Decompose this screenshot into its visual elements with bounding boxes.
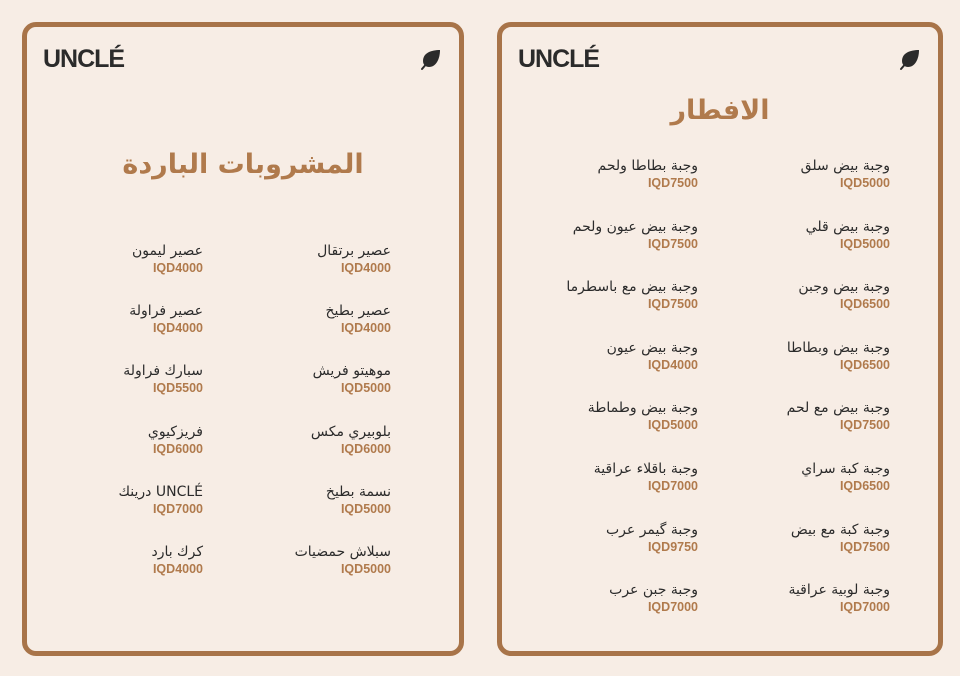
menu-item-name: عصير برتقال xyxy=(317,243,391,259)
menu-item-price-row xyxy=(53,562,203,576)
menu-item-price: 7500 xyxy=(670,297,698,312)
menu-item-price-row xyxy=(53,442,203,456)
menu-item xyxy=(53,424,203,456)
menu-item-name: وجبة بيض عيون ولحم xyxy=(572,218,698,235)
brand-logo: UNCLÉ xyxy=(518,45,600,73)
currency-label: IQD xyxy=(340,321,364,336)
currency-label: IQD xyxy=(647,600,671,615)
menu-item-price-row xyxy=(53,321,203,335)
menu-item-price-row xyxy=(53,502,203,516)
menu-item-price-row xyxy=(241,562,391,576)
menu-item-price-row xyxy=(740,540,890,554)
menu-item xyxy=(53,484,203,516)
menu-item-price-row xyxy=(740,176,890,190)
menu-item-name: وجبة بيض مع باسطرما xyxy=(566,279,698,296)
menu-item-price: 7500 xyxy=(670,176,698,190)
menu-item-price: 7000 xyxy=(175,501,203,516)
menu-item-price: 4000 xyxy=(670,357,698,372)
menu-item-price-row xyxy=(548,297,698,311)
menu-item-name: وجبة كبة مع بيض xyxy=(790,521,890,538)
menu-item-price: 5000 xyxy=(363,501,391,516)
menu-item-price: 6000 xyxy=(363,441,391,456)
menu-item-price-row xyxy=(548,237,698,251)
menu-item-price: 5000 xyxy=(862,236,890,251)
currency-label: IQD xyxy=(839,418,863,433)
currency-label: IQD xyxy=(647,176,671,190)
menu-item xyxy=(740,158,890,190)
currency-label: IQD xyxy=(340,381,364,396)
menu-item-name: وجبة گيمر عرب xyxy=(605,521,698,538)
currency-label: IQD xyxy=(839,539,863,554)
currency-label: IQD xyxy=(839,297,863,312)
menu-item-price: 4000 xyxy=(175,321,203,336)
currency-label: IQD xyxy=(839,176,863,190)
currency-label: IQD xyxy=(340,441,364,456)
currency-label: IQD xyxy=(647,539,671,554)
menu-item-price: 5000 xyxy=(670,418,698,433)
currency-label: IQD xyxy=(839,357,863,372)
menu-item-name: وجبة لوبية عراقية xyxy=(788,582,890,599)
menu-item-name: بلوبيري مكس xyxy=(310,423,391,440)
menu-item-price: 5500 xyxy=(175,381,203,396)
cold-drinks-menu-panel xyxy=(22,22,464,656)
currency-label: IQD xyxy=(152,562,176,576)
menu-item-name: كرك بارد xyxy=(151,544,203,560)
menu-item-price: 9750 xyxy=(670,539,698,554)
menu-item xyxy=(548,340,698,372)
brand-logo: UNCLÉ xyxy=(43,45,125,73)
menu-item xyxy=(241,424,391,456)
currency-label: IQD xyxy=(340,562,364,576)
menu-item-name: وجبة بيض وطماطة xyxy=(587,400,698,417)
menu-item-name: وجبة بيض سلق xyxy=(800,158,890,174)
menu-item-price-row xyxy=(740,237,890,251)
menu-item-name: عصير بطيخ xyxy=(325,303,391,320)
menu-item xyxy=(241,484,391,516)
currency-label: IQD xyxy=(340,501,364,516)
menu-item xyxy=(740,279,890,311)
menu-item-price-row xyxy=(740,600,890,614)
menu-item xyxy=(548,522,698,554)
menu-item-price-row xyxy=(241,442,391,456)
menu-item-name: فريزكيوي xyxy=(147,423,203,440)
currency-label: IQD xyxy=(152,261,176,275)
currency-label: IQD xyxy=(839,236,863,251)
menu-item-name: سبلاش حمضيات xyxy=(294,544,391,560)
menu-item-name: وجبة بيض وجبن xyxy=(798,279,890,296)
menu-item-price: 4000 xyxy=(175,562,203,576)
menu-item xyxy=(53,363,203,395)
menu-item xyxy=(53,243,203,275)
menu-item-price-row xyxy=(740,479,890,493)
menu-item xyxy=(241,363,391,395)
menu-item-price: 7500 xyxy=(862,539,890,554)
menu-item-price-row xyxy=(548,418,698,432)
menu-item-price-row xyxy=(241,261,391,275)
menu-item-price: 4000 xyxy=(363,321,391,336)
menu-item-price-row xyxy=(53,381,203,395)
menu-item-price-row xyxy=(241,502,391,516)
menu-item-name: وجبة كبة سراي xyxy=(801,461,890,477)
menu-item xyxy=(740,582,890,614)
section-title-breakfast: الافطار xyxy=(670,95,770,126)
leaf-icon xyxy=(898,47,922,71)
menu-item-price: 7500 xyxy=(862,418,890,433)
menu-item-name: UNCLÉ درينك xyxy=(118,483,203,500)
currency-label: IQD xyxy=(647,236,671,251)
menu-item-price-row xyxy=(548,358,698,372)
menu-item-name: وجبة جبن عرب xyxy=(609,582,698,599)
menu-item-name: وجبة بيض وبطاطا xyxy=(786,339,890,356)
menu-item xyxy=(740,522,890,554)
leaf-icon xyxy=(419,47,443,71)
menu-item-price-row xyxy=(548,540,698,554)
menu-item-price: 7000 xyxy=(862,600,890,615)
menu-item-price-row xyxy=(740,297,890,311)
menu-item-price: 7000 xyxy=(670,600,698,615)
menu-item xyxy=(548,582,698,614)
currency-label: IQD xyxy=(152,441,176,456)
menu-item-price: 7000 xyxy=(670,479,698,493)
menu-item-name: وجبة بيض عيون xyxy=(606,339,698,356)
currency-label: IQD xyxy=(152,501,176,516)
menu-item-name: وجبة باقلاء عراقية xyxy=(593,461,698,477)
currency-label: IQD xyxy=(152,321,176,336)
menu-item-name: نسمة بطيخ xyxy=(325,483,391,500)
currency-label: IQD xyxy=(647,479,671,493)
menu-item-price: 6000 xyxy=(175,441,203,456)
menu-item-price: 6500 xyxy=(862,297,890,312)
menu-item xyxy=(53,544,203,576)
currency-label: IQD xyxy=(647,418,671,433)
menu-item xyxy=(740,461,890,493)
currency-label: IQD xyxy=(647,297,671,312)
menu-item-price: 6500 xyxy=(862,357,890,372)
menu-item-price-row xyxy=(740,358,890,372)
menu-item-price: 5000 xyxy=(363,381,391,396)
menu-item xyxy=(740,219,890,251)
menu-item-price-row xyxy=(241,321,391,335)
currency-label: IQD xyxy=(340,261,364,275)
menu-item xyxy=(548,400,698,432)
menu-item xyxy=(740,400,890,432)
menu-item xyxy=(548,219,698,251)
menu-item-name: عصير ليمون xyxy=(132,243,203,259)
menu-item-name: عصير فراولة xyxy=(129,303,203,320)
menu-item-price: 5000 xyxy=(862,176,890,190)
currency-label: IQD xyxy=(839,600,863,615)
menu-item-price-row xyxy=(740,418,890,432)
menu-item xyxy=(548,158,698,190)
currency-label: IQD xyxy=(647,357,671,372)
menu-item xyxy=(53,303,203,335)
menu-item-price-row xyxy=(241,381,391,395)
menu-item-price-row xyxy=(548,479,698,493)
menu-item xyxy=(548,461,698,493)
menu-item-name: وجبة بيض مع لحم xyxy=(786,400,890,417)
menu-item-price: 5000 xyxy=(363,562,391,576)
menu-item-price-row xyxy=(548,600,698,614)
menu-item-name: وجبة بطاطا ولحم xyxy=(597,158,698,174)
menu-item-name: موهيتو فريش xyxy=(312,363,391,380)
menu-item-price-row xyxy=(53,261,203,275)
breakfast-menu-panel xyxy=(497,22,943,656)
menu-item-name: سبارك فراولة xyxy=(123,363,203,380)
menu-item-price: 6500 xyxy=(862,479,890,493)
currency-label: IQD xyxy=(839,479,863,493)
menu-item-price: 4000 xyxy=(175,261,203,275)
menu-item xyxy=(548,279,698,311)
menu-item-name: وجبة بيض قلي xyxy=(805,218,890,235)
section-title-cold-drinks: المشروبات الباردة xyxy=(122,149,364,180)
menu-item-price: 4000 xyxy=(363,261,391,275)
menu-item xyxy=(241,243,391,275)
currency-label: IQD xyxy=(152,381,176,396)
menu-item-price-row xyxy=(548,176,698,190)
menu-item xyxy=(740,340,890,372)
menu-item xyxy=(241,303,391,335)
menu-item xyxy=(241,544,391,576)
menu-item-price: 7500 xyxy=(670,236,698,251)
